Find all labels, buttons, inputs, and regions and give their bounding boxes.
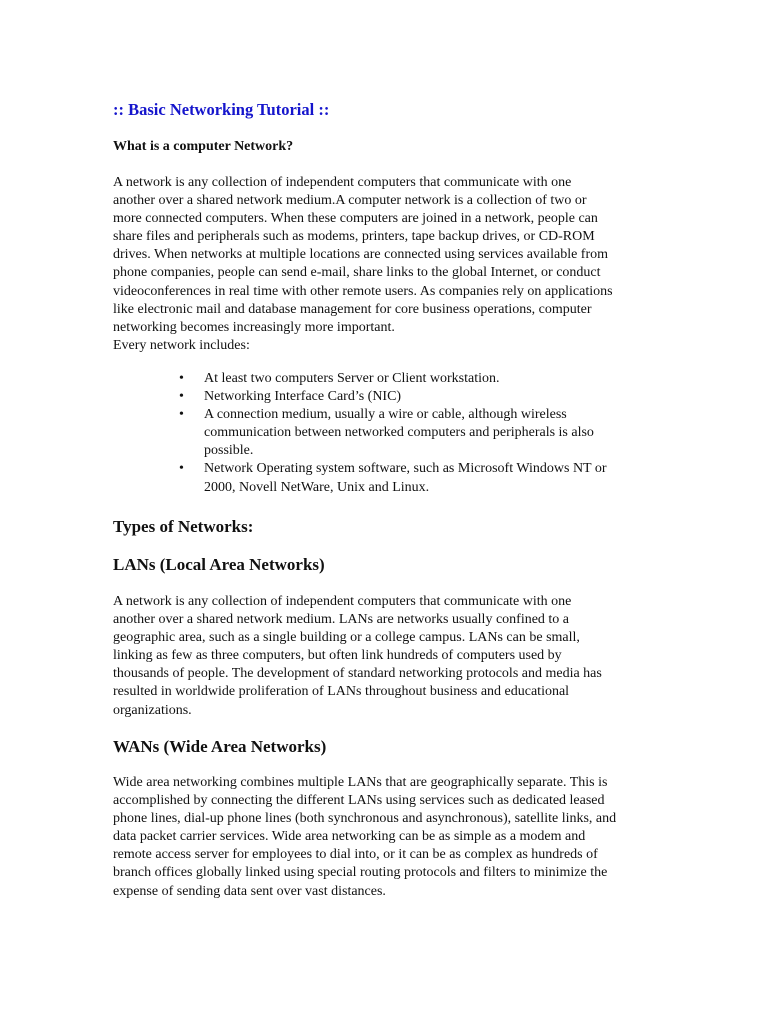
text-line: videoconferences in real time with other remote users. As companies rely on applications	[113, 283, 613, 299]
bullet-icon: •	[179, 389, 184, 405]
intro-paragraph	[113, 174, 661, 355]
bullet-icon: •	[179, 407, 184, 423]
text-line: drives. When networks at multiple locations are connected using services available from	[113, 247, 609, 263]
lans-heading: LANs (Local Area Networks)	[113, 555, 325, 574]
text-line: accomplished by connecting the different LANs using services such as dedicated leased	[113, 793, 605, 809]
network-includes-list	[177, 370, 667, 497]
text-line: resulted in worldwide proliferation of LANs throughout business and educational	[113, 684, 570, 700]
text-line: linking as few as three computers, but often link hundreds of computers used by	[113, 648, 562, 664]
wans-paragraph	[113, 774, 661, 901]
list-item	[177, 370, 667, 388]
text-line: Wide area networking combines multiple LANs that are geographically separate. This is	[113, 775, 608, 790]
text-line: branch offices globally linked using special routing protocols and filters to minimize the	[113, 865, 608, 881]
page-title: :: Basic Networking Tutorial ::	[113, 100, 330, 119]
text-line: more connected computers. When these computers are joined in a network, people can	[113, 211, 598, 227]
text-line: organizations.	[113, 702, 192, 718]
text-line: A connection medium, usually a wire or cable, although wireless	[204, 407, 567, 423]
text-line: share files and peripherals such as modems, printers, tape backup drives, or CD-ROM	[113, 229, 595, 245]
text-line: another over a shared network medium.A computer network is a collection of two or	[113, 193, 587, 209]
text-line: Network Operating system software, such as Microsoft Windows NT or	[204, 461, 607, 477]
text-line: remote access server for employees to dial into, or it can be as complex as hundreds of	[113, 847, 598, 863]
text-line: 2000, Novell NetWare, Unix and Linux.	[204, 479, 430, 495]
text-line: Every network includes:	[113, 337, 250, 353]
wans-heading: WANs (Wide Area Networks)	[113, 737, 327, 756]
text-line: possible.	[204, 443, 254, 459]
text-line: networking becomes increasingly more important.	[113, 319, 395, 335]
text-line: thousands of people. The development of standard networking protocols and media has	[113, 666, 602, 682]
text-line: At least two computers Server or Client workstation.	[204, 371, 500, 386]
text-line: phone companies, people can send e-mail, share links to the global Internet, or conduct	[113, 265, 601, 281]
bullet-icon: •	[179, 461, 184, 477]
text-line: another over a shared network medium. LANs are networks usually confined to a	[113, 612, 570, 628]
text-line: data packet carrier services. Wide area networking can be as simple as a modem and	[113, 829, 586, 845]
text-line: communication between networked computers and peripherals is also	[204, 425, 594, 441]
list-item	[177, 460, 667, 496]
text-line: Networking Interface Card’s (NIC)	[204, 389, 402, 405]
text-line: like electronic mail and database management for core business operations, computer	[113, 301, 592, 317]
text-line: phone lines, dial-up phone lines (both synchronous and asynchronous), satellite links, and	[113, 811, 617, 827]
question-heading: What is a computer Network?	[113, 139, 294, 154]
lans-paragraph	[113, 593, 661, 720]
list-item	[177, 388, 667, 406]
text-line: A network is any collection of independent computers that communicate with one	[113, 175, 572, 190]
text-line: A network is any collection of independent computers that communicate with one	[113, 594, 572, 609]
types-heading: Types of Networks:	[113, 517, 254, 536]
text-line: expense of sending data sent over vast distances.	[113, 883, 386, 899]
text-line: geographic area, such as a single building or a college campus. LANs can be small,	[113, 630, 580, 646]
list-item	[177, 406, 667, 460]
bullet-icon: •	[179, 371, 184, 386]
